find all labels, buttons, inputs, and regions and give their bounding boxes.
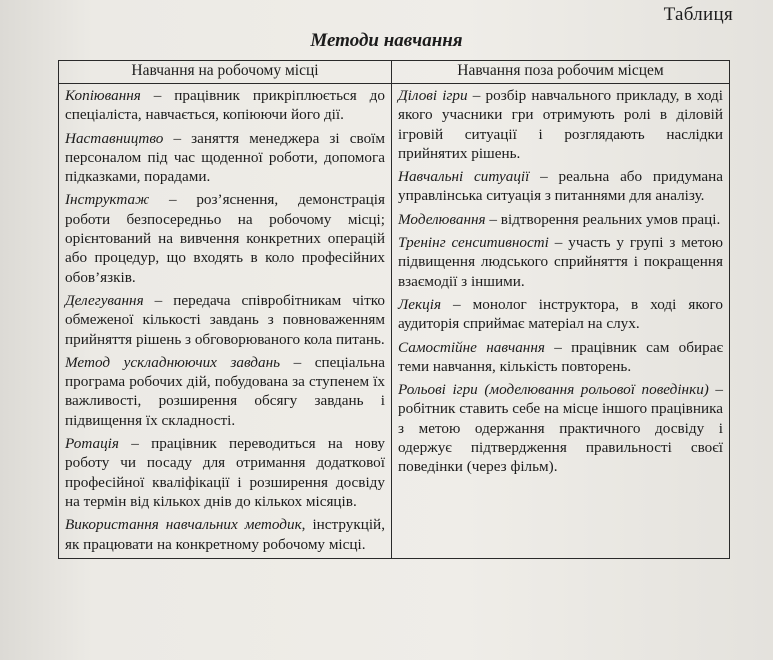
method-term: Рольові ігри (моделювання рольової поведінки)	[398, 381, 709, 399]
method-description: – роз’яснення, демонстрація роботи безпосередньо на робочому місці; орієнтований на вивчення конкретних операцій або процедур, що входять в коло професійних обов’язків.	[65, 191, 385, 286]
method-entry	[65, 190, 385, 286]
method-entry	[398, 86, 723, 163]
method-entry	[398, 338, 723, 377]
method-entry	[65, 434, 385, 511]
method-description: – заняття менеджера зі своїм персоналом під час щоденної роботи, допомога підказками, порадами.	[65, 129, 385, 186]
method-description: – працівник прикріплюється до спеціаліста, навчається, копіюючи його дії.	[65, 87, 385, 124]
method-term: Метод ускладнюючих завдань	[65, 353, 281, 371]
on-job-methods-cell	[59, 84, 392, 559]
method-entry	[398, 210, 723, 229]
methods-table	[58, 60, 730, 559]
method-term: Навчальні ситуації	[398, 168, 530, 186]
method-term: Наставництво	[65, 129, 164, 147]
table-label: Таблиця	[663, 4, 733, 25]
header-row	[59, 61, 730, 84]
method-entry	[65, 291, 385, 349]
method-description: – працівник переводиться на нову роботу чи посаду для отримання додаткової професійної кваліфікації і розширення досвіду на термін від кількох днів до кількох місяців.	[65, 435, 385, 510]
method-term: Копіювання	[65, 87, 141, 104]
method-term: Самостійне навчання	[398, 338, 545, 356]
content-row	[59, 84, 730, 559]
method-description: – відтворення реальних умов праці.	[485, 210, 721, 228]
method-description: – робітник ставить себе на місце іншого працівника з метою одержання практичного досвіду і одержує підтвердження правильності своєї поведінки (через фільм).	[398, 381, 724, 476]
method-description: , інструкцій, як працювати на конкретному робочому місці.	[65, 516, 385, 553]
method-term: Інструктаж	[65, 191, 150, 209]
method-entry	[65, 86, 385, 125]
method-entry	[398, 233, 723, 291]
method-entry	[65, 129, 385, 187]
method-term: Моделювання	[398, 210, 486, 228]
method-term: Лекція	[398, 295, 442, 313]
method-entry	[398, 380, 723, 476]
column-header-off-job: Навчання поза робочим місцем	[392, 61, 730, 84]
method-entry	[398, 167, 723, 206]
method-entry	[65, 515, 385, 554]
method-description: – працівник сам обирає теми навчання, кількість повторень.	[398, 338, 723, 375]
column-header-on-job: Навчання на робочому місці	[59, 61, 392, 84]
method-description: – розбір навчального прикладу, в ході якого учасники гри отримують ролі в діловій ігровій ситуації і розглядають наслідки прийнятих рішень.	[398, 87, 723, 162]
method-term: Тренінг сенситивності	[398, 234, 549, 252]
method-term: Використання навчальних методик	[65, 516, 302, 534]
method-description: – передача співробітникам чітко обмеженої кількості завдань з повноваженням прийняття рішень з обговорюваного кола питань.	[65, 291, 385, 348]
method-term: Ротація	[65, 435, 119, 453]
method-term: Делегування	[65, 291, 144, 309]
method-description: – монолог інструктора, в ході якого аудиторія сприймає матеріал на слух.	[398, 295, 723, 333]
method-entry	[65, 353, 385, 430]
method-entry	[398, 295, 723, 334]
method-description: – участь у групі з метою підвищення людського сприйняття і покращення взаємодії з іншими.	[398, 234, 723, 290]
method-description: – спеціальна програма робочих дій, побудована за ступенем їх важливості, розширення обсягу завдань і підвищення їх складності.	[65, 353, 385, 429]
method-term: Ділові ігри	[398, 87, 468, 104]
table-title: Методи навчання	[310, 30, 463, 51]
method-description: – реальна або придумана управлінська ситуація з питаннями для аналізу.	[398, 168, 723, 205]
off-job-methods-cell	[392, 84, 730, 559]
